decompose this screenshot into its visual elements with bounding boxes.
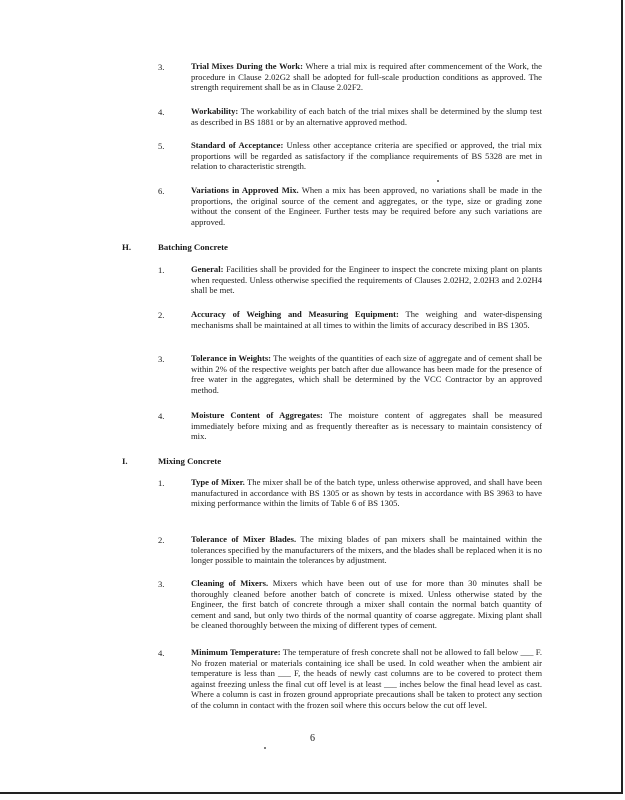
item-text: The temperature of fresh concrete shall not be allowed to fall below ___ F. No frozen material or materials containing ice shall be used. In cold weather when the ambient air temperature is less than ___ F, the heads of newly cast columns are to be covered to protect them against freezing unless the final cut off level is at least ___ inches below the final head level as cast. Where a column is cast in frozen ground appropriate precautions shall be taken to protect any section of the column in contact with the frozen soil where this occurs below the cut off level. <box>191 647 542 710</box>
item-title: Accuracy of Weighing and Measuring Equipment: <box>191 309 399 319</box>
item-number: 5. <box>158 141 165 151</box>
item-title: General: <box>191 264 224 274</box>
item-text: The moisture content of aggregates shall be measured immediately before mixing and as frequently thereafter as is necessary to maintain consistency of mix. <box>191 410 542 442</box>
section-number: H. <box>122 242 132 252</box>
item-text: The mixing blades of pan mixers shall be maintained within the tolerances specified by the manufacturers of the mixers, and the blades shall be replaced when it is no longer possible to maintain the tolerances by adjustment. <box>191 534 542 566</box>
page-edge-bottom <box>0 792 623 794</box>
scan-speck <box>437 180 439 182</box>
general-paragraph <box>191 264 542 296</box>
item-number: 1. <box>158 265 165 275</box>
tolerance-of-mixer-blades-paragraph <box>191 534 542 566</box>
item-title: Moisture Content of Aggregates: <box>191 410 323 420</box>
item-number: 2. <box>158 535 165 545</box>
accuracy-paragraph <box>191 309 542 330</box>
item-number: 4. <box>158 648 165 658</box>
item-number: 6. <box>158 186 165 196</box>
item-number: 3. <box>158 579 165 589</box>
item-title: Variations in Approved Mix. <box>191 185 299 195</box>
item-title: Standard of Acceptance: <box>191 140 284 150</box>
section-title-mixing: Mixing Concrete <box>158 456 222 466</box>
item-number: 1. <box>158 478 165 488</box>
item-title: Workability: <box>191 106 239 116</box>
item-number: 4. <box>158 107 165 117</box>
item-number: 3. <box>158 62 165 72</box>
workability-paragraph <box>191 106 542 127</box>
item-title: Tolerance in Weights: <box>191 353 272 363</box>
item-text: Facilities shall be provided for the Engineer to inspect the concrete mixing plant on plants when requested. Unless otherwise specified the requirements of Clauses 2.02H2, 2.02H3 and 2.02H4 shall be met. <box>191 264 542 296</box>
item-title: Trial Mixes During the Work: <box>191 61 303 71</box>
item-number: 2. <box>158 310 165 320</box>
item-title: Minimum Temperature: <box>191 647 281 657</box>
cleaning-of-mixers-paragraph <box>191 578 542 631</box>
tolerance-in-weights-paragraph <box>191 353 542 395</box>
page-edge-right <box>621 0 623 792</box>
scan-speck <box>264 747 266 749</box>
minimum-temperature-paragraph <box>191 647 542 711</box>
item-title: Tolerance of Mixer Blades. <box>191 534 297 544</box>
item-number: 4. <box>158 411 165 421</box>
item-text: When a mix has been approved, no variations shall be made in the proportions, the original source of the cement and aggregates, or the type, size or grading zone without the consent of the Engineer. Further tests may be required before any such variations are approved. <box>191 185 543 227</box>
item-text: The weighing and water-dispensing mechanisms shall be maintained at all times to within the limits of accuracy described in BS 1305. <box>191 309 543 330</box>
item-text: Unless other acceptance criteria are specified or approved, the trial mix proportions will be regarded as satisfactory if the compliance requirements of BS 5328 are met in relation to characteristic strength. <box>191 140 542 172</box>
variations-paragraph <box>191 185 542 227</box>
trial-mixes-paragraph <box>191 61 542 93</box>
item-number: 3. <box>158 354 165 364</box>
item-text: Mixers which have been out of use for more than 30 minutes shall be thoroughly cleaned before another batch of concrete is mixed. Unless otherwise stated by the Engineer, the first batch of concrete through a mixer shall contain the normal batch quantity of cement and sand, but only two thirds of the normal quantity of coarse aggregate. Mixing plant shall be cleaned thoroughly between the mixing of different types of cement. <box>191 578 542 631</box>
section-number: I. <box>122 456 128 466</box>
item-title: Cleaning of Mixers. <box>191 578 269 588</box>
item-text: The weights of the quantities of each size of aggregate and of cement shall be within 2% of the respective weights per batch after due allowance has been made for the presence of free water in the aggregates, which shall be determined by the VCC Contractor by an approved method. <box>191 353 542 395</box>
type-of-mixer-paragraph <box>191 477 542 509</box>
moisture-content-paragraph <box>191 410 542 442</box>
item-text: The mixer shall be of the batch type, unless otherwise approved, and shall have been manufactured in accordance with BS 1305 or as shown by tests in accordance with BS 3963 to have mixing performance within the limits of Table 6 of BS 1305. <box>191 477 542 509</box>
standard-of-acceptance-paragraph <box>191 140 542 172</box>
item-text: Where a trial mix is required after commencement of the Work, the procedure in Clause 2.02G2 shall be adopted for full-scale production conditions as approved. The strength requirement shall be as in Clause 2.02F2. <box>191 61 542 93</box>
section-title-batching: Batching Concrete <box>158 242 228 252</box>
page-number: 6 <box>310 733 315 744</box>
item-text: The workability of each batch of the trial mixes shall be determined by the slump test as described in BS 1881 or by an alternative approved method. <box>191 106 542 127</box>
item-title: Type of Mixer. <box>191 477 245 487</box>
